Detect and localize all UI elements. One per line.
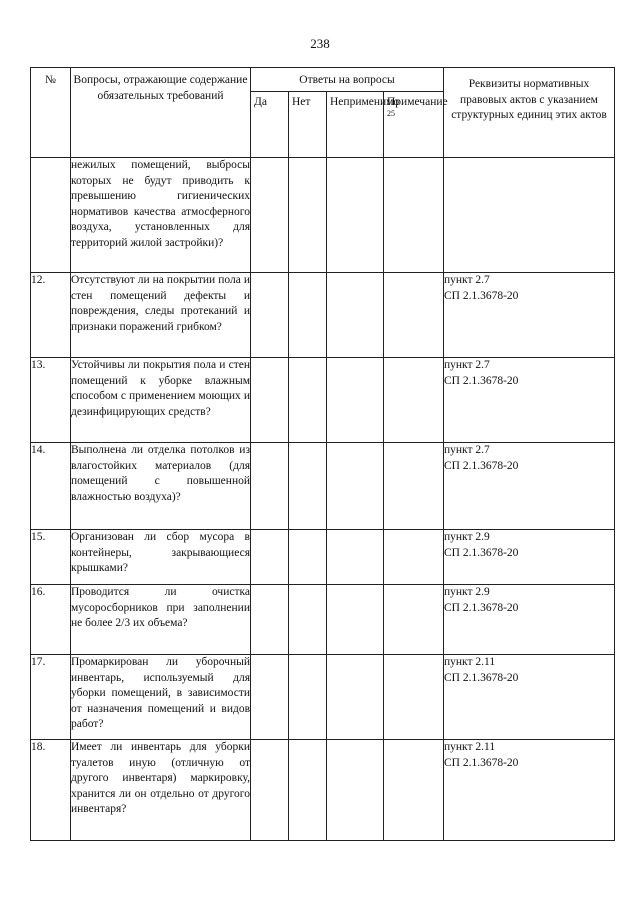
requisite-item: пункт 2.7 xyxy=(444,359,490,371)
header-questions: Вопросы, отражающие содержание обязательных требований xyxy=(71,68,251,158)
header-note-label: Примечание xyxy=(387,96,448,109)
table-row xyxy=(31,273,615,358)
answer-yes-cell[interactable] xyxy=(251,358,289,443)
row-number: 18. xyxy=(31,740,71,841)
requisite-item: пункт 2.11 xyxy=(444,656,496,668)
row-question: Промаркирован ли уборочный инвентарь, используемый для уборки помещений, в зависимости от назначения помещений и видов работ? xyxy=(71,655,251,740)
table-header xyxy=(31,68,615,158)
header-note xyxy=(384,92,448,158)
header-answers-group-label: Ответы на вопросы xyxy=(299,74,395,86)
requirements-checklist-table xyxy=(30,67,615,841)
table-row xyxy=(31,530,615,585)
requisite-act: СП 2.1.3678-20 xyxy=(444,374,519,387)
answer-yes-cell[interactable] xyxy=(251,530,289,585)
answer-no-cell[interactable] xyxy=(289,158,327,273)
answer-no-cell[interactable] xyxy=(289,443,327,530)
table-row xyxy=(31,443,615,530)
answer-not-applicable-cell[interactable] xyxy=(327,158,384,273)
requisite-act: СП 2.1.3678-20 xyxy=(444,671,519,684)
answer-no-cell[interactable] xyxy=(289,358,327,443)
answer-note-cell[interactable] xyxy=(384,530,444,585)
requisite-act: СП 2.1.3678-20 xyxy=(444,601,519,614)
header-requisites: Реквизиты нормативных правовых актов с указанием структурных единиц этих актов xyxy=(444,68,615,158)
answer-not-applicable-cell[interactable] xyxy=(327,655,384,740)
row-question: Организован ли сбор мусора в контейнеры, закрывающиеся крышками? xyxy=(71,530,251,585)
row-number xyxy=(31,158,71,273)
answer-yes-cell[interactable] xyxy=(251,585,289,655)
answer-note-cell[interactable] xyxy=(384,358,444,443)
requisite-act: СП 2.1.3678-20 xyxy=(444,756,519,769)
requisite-item: пункт 2.7 xyxy=(444,444,490,456)
row-requisites xyxy=(444,530,615,585)
header-no: Нет xyxy=(289,92,327,158)
table-row xyxy=(31,358,615,443)
answer-no-cell[interactable] xyxy=(289,273,327,358)
table-row xyxy=(31,585,615,655)
header-yes: Да xyxy=(251,92,289,158)
requisite-item: пункт 2.11 xyxy=(444,741,496,753)
row-number: 12. xyxy=(31,273,71,358)
row-requisites xyxy=(444,273,615,358)
requisite-act: СП 2.1.3678-20 xyxy=(444,289,519,302)
row-number: 15. xyxy=(31,530,71,585)
answer-yes-cell[interactable] xyxy=(251,443,289,530)
table-row xyxy=(31,740,615,841)
requisite-item: пункт 2.7 xyxy=(444,274,490,286)
answer-yes-cell[interactable] xyxy=(251,655,289,740)
answer-not-applicable-cell[interactable] xyxy=(327,585,384,655)
answer-note-cell[interactable] xyxy=(384,158,444,273)
answer-not-applicable-cell[interactable] xyxy=(327,740,384,841)
row-question: Выполнена ли отделка потолков из влагостойких материалов (для помещений с повышенной влажностью воздуха)? xyxy=(71,443,251,530)
table-row xyxy=(31,655,615,740)
row-question: Проводится ли очистка мусоросборников при заполнении не более 2/3 их объема? xyxy=(71,585,251,655)
answer-no-cell[interactable] xyxy=(289,530,327,585)
answer-no-cell[interactable] xyxy=(289,585,327,655)
row-requisites xyxy=(444,443,615,530)
header-note-footnote: 25 xyxy=(387,109,395,119)
row-number: 16. xyxy=(31,585,71,655)
requisite-act: СП 2.1.3678-20 xyxy=(444,546,519,559)
header-not-applicable: Неприменимо xyxy=(327,92,384,158)
row-number: 13. xyxy=(31,358,71,443)
row-number: 17. xyxy=(31,655,71,740)
row-question: Имеет ли инвентарь для уборки туалетов иную (отличную от другого инвентаря) маркировку, хранится ли он отдельно от другого инвентаря? xyxy=(71,740,251,841)
answer-not-applicable-cell[interactable] xyxy=(327,358,384,443)
header-answers-group xyxy=(251,68,444,92)
answer-note-cell[interactable] xyxy=(384,443,444,530)
requisite-act: СП 2.1.3678-20 xyxy=(444,459,519,472)
answer-yes-cell[interactable] xyxy=(251,273,289,358)
row-requisites xyxy=(444,740,615,841)
table-body xyxy=(31,158,615,841)
requisite-item: пункт 2.9 xyxy=(444,586,490,598)
row-requisites xyxy=(444,655,615,740)
answer-note-cell[interactable] xyxy=(384,273,444,358)
answer-yes-cell[interactable] xyxy=(251,740,289,841)
row-requisites xyxy=(444,358,615,443)
answer-note-cell[interactable] xyxy=(384,585,444,655)
answer-yes-cell[interactable] xyxy=(251,158,289,273)
answer-note-cell[interactable] xyxy=(384,655,444,740)
table-row xyxy=(31,158,615,273)
answer-note-cell[interactable] xyxy=(384,740,444,841)
row-question: нежилых помещений, выбросы которых не будут приводить к превышению гигиенических нормативов качества атмосферного воздуха, установленных для территорий жилой застройки)? xyxy=(71,158,251,273)
answer-not-applicable-cell[interactable] xyxy=(327,530,384,585)
row-requisites xyxy=(444,585,615,655)
row-question: Устойчивы ли покрытия пола и стен помещений к уборке влажным способом с применением моющих и дезинфицирующих средств? xyxy=(71,358,251,443)
row-question: Отсутствуют ли на покрытии пола и стен помещений дефекты и повреждения, следы протеканий и признаки поражений грибком? xyxy=(71,273,251,358)
requisite-item: пункт 2.9 xyxy=(444,531,490,543)
header-number: № xyxy=(31,68,71,158)
row-requisites xyxy=(444,158,615,273)
answer-no-cell[interactable] xyxy=(289,655,327,740)
row-number: 14. xyxy=(31,443,71,530)
answer-no-cell[interactable] xyxy=(289,740,327,841)
answer-not-applicable-cell[interactable] xyxy=(327,273,384,358)
answer-not-applicable-cell[interactable] xyxy=(327,443,384,530)
page-number: 238 xyxy=(310,36,330,51)
